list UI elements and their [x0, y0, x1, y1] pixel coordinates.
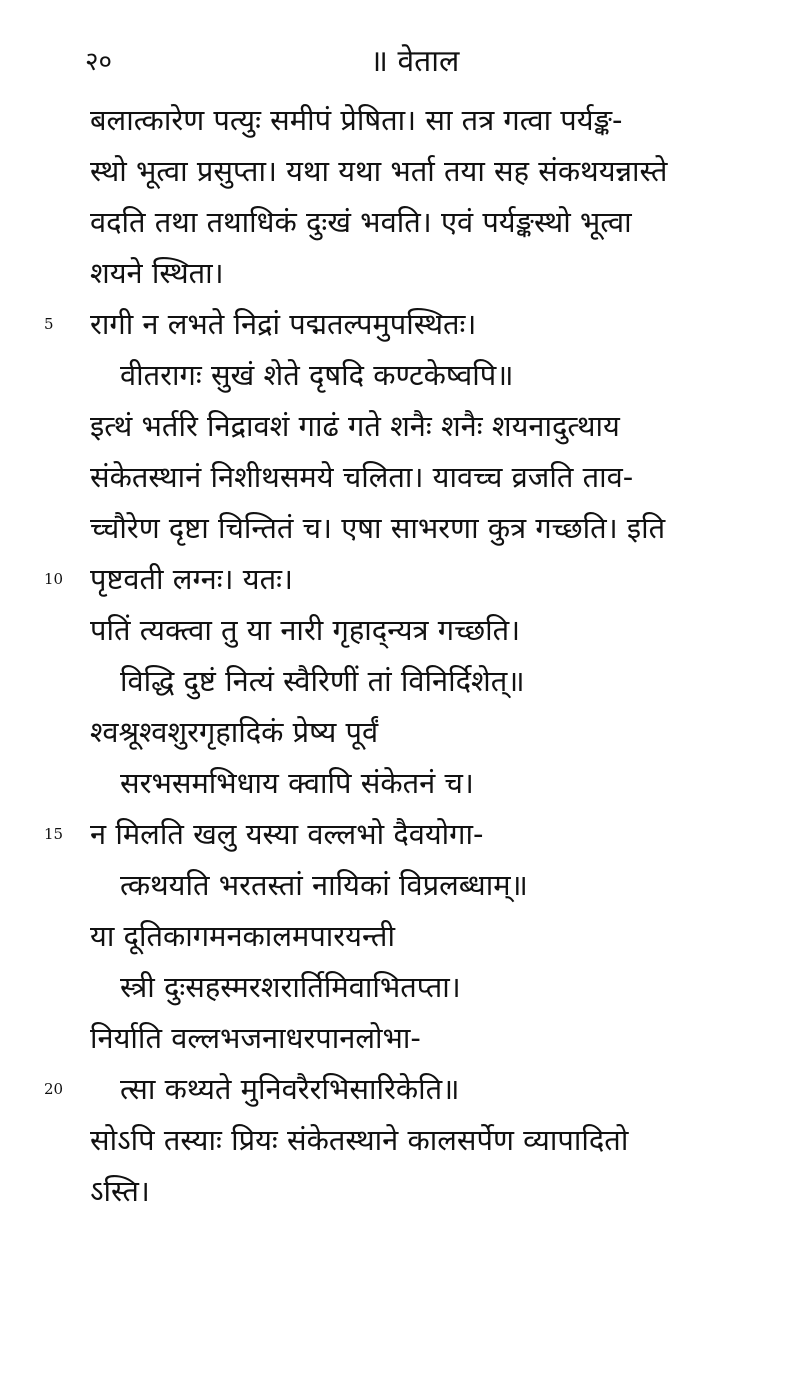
text-line — [0, 1166, 801, 1217]
text-line — [0, 452, 801, 503]
text-line — [0, 656, 801, 707]
line-text: निर्याति वल्लभजनाधरपानलोभा- — [90, 1021, 421, 1055]
line-text: च्चौरेण दृष्टा चिन्तितं च। एषा साभरणा कुत्र गच्छति। इति — [90, 511, 666, 545]
text-line — [0, 758, 801, 809]
line-text: वीतरागः सुखं शेते दृषदि कण्टकेष्वपि॥ — [120, 358, 514, 392]
text-line — [0, 1013, 801, 1064]
text-line — [0, 146, 801, 197]
line-text: स्त्री दुःसहस्मरशरार्तिमिवाभितप्ता। — [120, 970, 461, 1004]
text-line — [0, 962, 801, 1013]
line-number: 10 — [44, 570, 64, 588]
line-text: त्सा कथ्यते मुनिवरैरभिसारिकेति॥ — [120, 1072, 460, 1106]
text-line — [0, 503, 801, 554]
text-line — [0, 350, 801, 401]
line-text: न मिलति खलु यस्या वल्लभो दैवयोगा- — [90, 817, 484, 851]
text-line — [0, 1115, 801, 1166]
text-line — [0, 911, 801, 962]
body-text — [0, 95, 801, 1217]
text-line — [0, 401, 801, 452]
line-number: 5 — [44, 315, 54, 333]
text-line — [0, 197, 801, 248]
text-line — [0, 707, 801, 758]
running-title: ॥ वेताल — [370, 44, 460, 79]
line-text: बलात्कारेण पत्युः समीपं प्रेषिता। सा तत्र गत्वा पर्यङ्क- — [90, 103, 623, 137]
text-line — [0, 1064, 801, 1115]
text-line — [0, 809, 801, 860]
text-line — [0, 299, 801, 350]
line-text: पृष्टवती लग्नः। यतः। — [90, 562, 293, 596]
text-line — [0, 554, 801, 605]
line-text: या दूतिकागमनकालमपारयन्ती — [90, 919, 395, 953]
line-number: 20 — [44, 1080, 64, 1098]
line-text: श्वश्रूश्वशुरगृहादिकं प्रेष्य पूर्वं — [90, 715, 379, 749]
line-text: ऽस्ति। — [90, 1174, 150, 1208]
line-text: इत्थं भर्तरि निद्रावशं गाढं गते शनैः शनैः शयनादुत्थाय — [90, 409, 620, 443]
text-line — [0, 248, 801, 299]
line-text: रागी न लभते निद्रां पद्मतल्पमुपस्थितः। — [90, 307, 477, 341]
line-text: विद्धि दुष्टं नित्यं स्वैरिणीं तां विनिर्दिशेत्॥ — [120, 664, 525, 698]
line-text: शयने स्थिता। — [90, 256, 224, 290]
line-text: पतिं त्यक्त्वा तु या नारी गृहाद्न्यत्र गच्छति। — [90, 613, 521, 647]
line-number: 15 — [44, 825, 64, 843]
page-header — [0, 42, 801, 82]
text-line — [0, 860, 801, 911]
line-text: वदति तथा तथाधिकं दुःखं भवति। एवं पर्यङ्कस्थो भूत्वा — [90, 205, 632, 239]
line-text: सरभसमभिधाय क्वापि संकेतनं च। — [120, 766, 474, 800]
line-text: स्थो भूत्वा प्रसुप्ता। यथा यथा भर्ता तया सह संकथयन्नास्ते — [90, 154, 668, 188]
text-line — [0, 605, 801, 656]
line-text: संकेतस्थानं निशीथसमये चलिता। यावच्च व्रजति ताव- — [90, 460, 634, 494]
line-text: त्कथयति भरतस्तां नायिकां विप्रलब्धाम्॥ — [120, 868, 528, 902]
page-number: २० — [85, 47, 113, 77]
line-text: सोऽपि तस्याः प्रियः संकेतस्थाने कालसर्पेण व्यापादितो — [90, 1123, 629, 1157]
text-line — [0, 95, 801, 146]
